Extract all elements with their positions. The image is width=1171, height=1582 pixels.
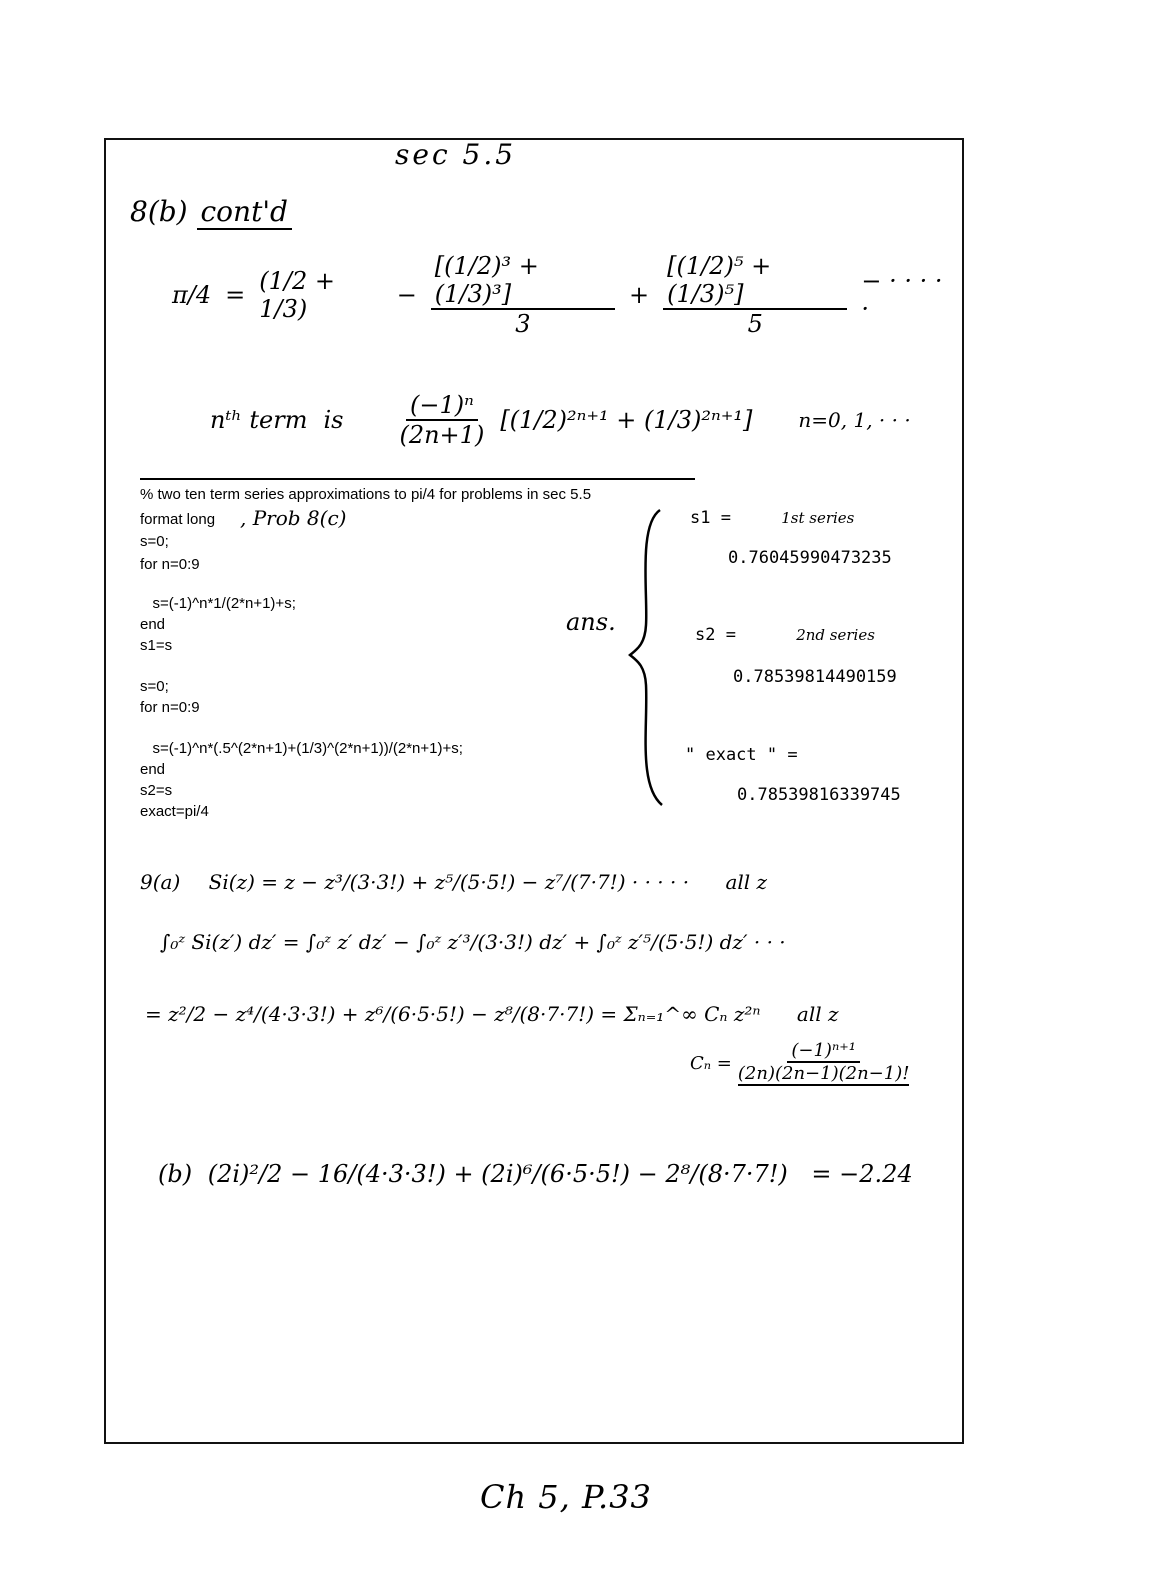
matlab-code (140, 487, 700, 819)
cn-definition (690, 1040, 909, 1086)
problem-8b-heading (130, 195, 292, 228)
code-line: end (140, 761, 166, 778)
result-value: = −2.24 (811, 1160, 913, 1188)
problem-9a-line-3 (145, 1002, 945, 1026)
page-footer: Ch 5, P.33 (480, 1478, 652, 1516)
plus-sign: + (629, 281, 650, 309)
si-series: Si(z) = z − z³/(3·3!) + z⁵/(5·5!) − z⁷/(7·7!) · · · · · (208, 870, 690, 894)
section-divider (140, 478, 695, 480)
problem-label: 8(b) (130, 195, 188, 228)
code-line: format long (140, 511, 216, 528)
code-line: s2=s (140, 782, 173, 799)
cn-numerator: (−1)ⁿ⁺¹ (787, 1040, 860, 1063)
s1-value: 0.76045990473235 (728, 548, 892, 568)
code-line: s=(-1)^n*1/(2*n+1)+s; (140, 595, 296, 612)
minus-sign: − (396, 281, 417, 309)
series-expansion (172, 240, 952, 350)
nth-term-label: nᵗʰ term (210, 406, 308, 434)
problem-9a-line-2: ∫₀ᶻ Si(z′) dz′ = ∫₀ᶻ z′ dz′ − ∫₀ᶻ z′³/(3·3!) dz′ + ∫₀ᶻ z′⁵/(5·5!) dz′ · · · (160, 930, 786, 954)
code-line: for n=0:9 (140, 556, 200, 573)
n-range: n=0, 1, · · · (798, 408, 911, 432)
all-z-note: all z (796, 1002, 839, 1026)
ellipsis: − · · · · · (861, 267, 943, 323)
cn-denominator: (2n)(2n−1)(2n−1)! (737, 1063, 910, 1084)
equals-sign: = (225, 281, 246, 309)
answer-exact (685, 745, 950, 805)
code-line: s1=s (140, 637, 173, 654)
answer-s1 (690, 508, 950, 568)
cn-label: Cₙ = (690, 1052, 732, 1074)
code-line: end (140, 616, 166, 633)
answer-label: ans. (566, 608, 616, 636)
nth-term-bracket: [(1/2)²ⁿ⁺¹ + (1/3)²ⁿ⁺¹] (500, 406, 753, 434)
exact-label: " exact " = (685, 745, 798, 765)
nth-term-denominator: (2n+1) (399, 421, 485, 449)
problem-9a-line-1 (140, 870, 940, 894)
term-2-numerator: [(1/2)³ + (1/3)³] (431, 252, 615, 310)
problem-label: (b) (158, 1160, 193, 1188)
answer-s2 (695, 625, 955, 687)
term-2-denominator: 3 (515, 310, 531, 338)
s2-note: 2nd series (796, 626, 875, 644)
all-z-note: all z (725, 870, 768, 894)
answer-brace (628, 505, 668, 810)
code-line: s=(-1)^n*(.5^(2*n+1)+(1/3)^(2*n+1))/(2*n+1)+s; (140, 740, 463, 757)
nth-term-fraction (399, 391, 484, 449)
code-line: s=0; (140, 533, 169, 550)
nth-term-is: is (323, 406, 344, 434)
code-line: s=0; (140, 678, 169, 695)
s1-note: 1st series (781, 509, 855, 527)
prob-8c-note: , Prob 8(c) (240, 506, 347, 530)
exact-value: 0.78539816339745 (737, 785, 901, 805)
code-line: exact=pi/4 (140, 803, 209, 820)
integrated-series: = z²/2 − z⁴/(4·3·3!) + z⁶/(6·5·5!) − z⁸/(8·7·7!) = Σₙ₌₁^∞ Cₙ z²ⁿ (145, 1002, 761, 1026)
contd-note: cont'd (197, 195, 292, 230)
series-term-2 (431, 252, 615, 338)
term-3-numerator: [(1/2)⁵ + (1/3)⁵] (663, 252, 847, 310)
series-term-3 (663, 252, 847, 338)
problem-9b (158, 1160, 948, 1188)
code-line: for n=0:9 (140, 699, 200, 716)
pi-over-4: π/4 (172, 281, 212, 309)
section-header: sec 5.5 (395, 138, 517, 171)
term-3-denominator: 5 (747, 310, 763, 338)
s2-label: s2 = (695, 625, 736, 645)
s2-value: 0.78539814490159 (733, 667, 897, 687)
nth-term-numerator: (−1)ⁿ (406, 391, 478, 421)
code-comment: % two ten term series approximations to pi/4 for problems in sec 5.5 (140, 486, 592, 503)
cn-fraction (738, 1040, 910, 1086)
nth-term-line (210, 375, 950, 465)
s1-label: s1 = (690, 508, 731, 528)
evaluated-series: (2i)²/2 − 16/(4·3·3!) + (2i)⁶/(6·5·5!) − 2⁸/(8·7·7!) (207, 1160, 788, 1188)
problem-label: 9(a) (140, 870, 181, 894)
series-term-1: (1/2 + 1/3) (259, 267, 335, 323)
